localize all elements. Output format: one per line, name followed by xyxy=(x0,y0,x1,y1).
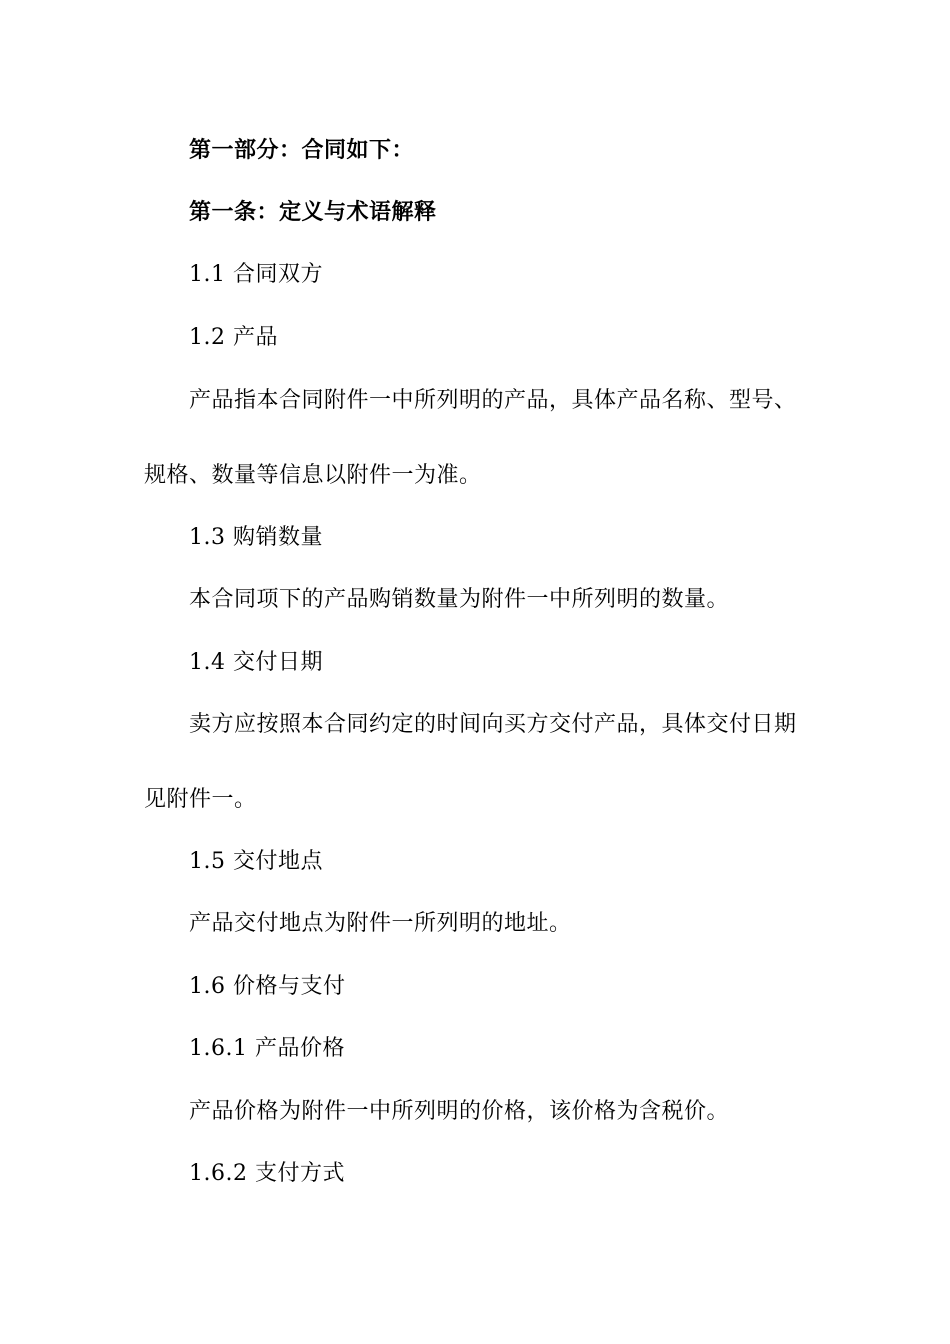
part-heading: 第一部分：合同如下： xyxy=(189,138,415,163)
article-heading: 第一条：定义与术语解释 xyxy=(189,200,437,225)
paragraph-line: 本合同项下的产品购销数量为附件一中所列明的数量。 xyxy=(189,587,730,612)
paragraph-line: 产品指本合同附件一中所列明的产品，具体产品名称、型号、 xyxy=(189,388,797,413)
subsection-heading: 1.6.2 支付方式 xyxy=(189,1161,345,1186)
section-heading: 1.6 价格与支付 xyxy=(189,974,346,999)
section-heading: 1.4 交付日期 xyxy=(189,650,323,675)
subsection-heading: 1.6.1 产品价格 xyxy=(189,1036,345,1061)
section-heading: 1.3 购销数量 xyxy=(189,525,323,550)
paragraph-line: 产品交付地点为附件一所列明的地址。 xyxy=(189,911,572,936)
section-heading: 1.2 产品 xyxy=(189,325,278,350)
paragraph-line: 见附件一。 xyxy=(144,787,257,812)
paragraph-line: 卖方应按照本合同约定的时间向买方交付产品，具体交付日期 xyxy=(189,712,797,737)
section-heading: 1.5 交付地点 xyxy=(189,849,323,874)
paragraph-line: 规格、数量等信息以附件一为准。 xyxy=(144,463,482,488)
section-heading: 1.1 合同双方 xyxy=(189,262,323,287)
paragraph-line: 产品价格为附件一中所列明的价格，该价格为含税价。 xyxy=(189,1099,730,1124)
